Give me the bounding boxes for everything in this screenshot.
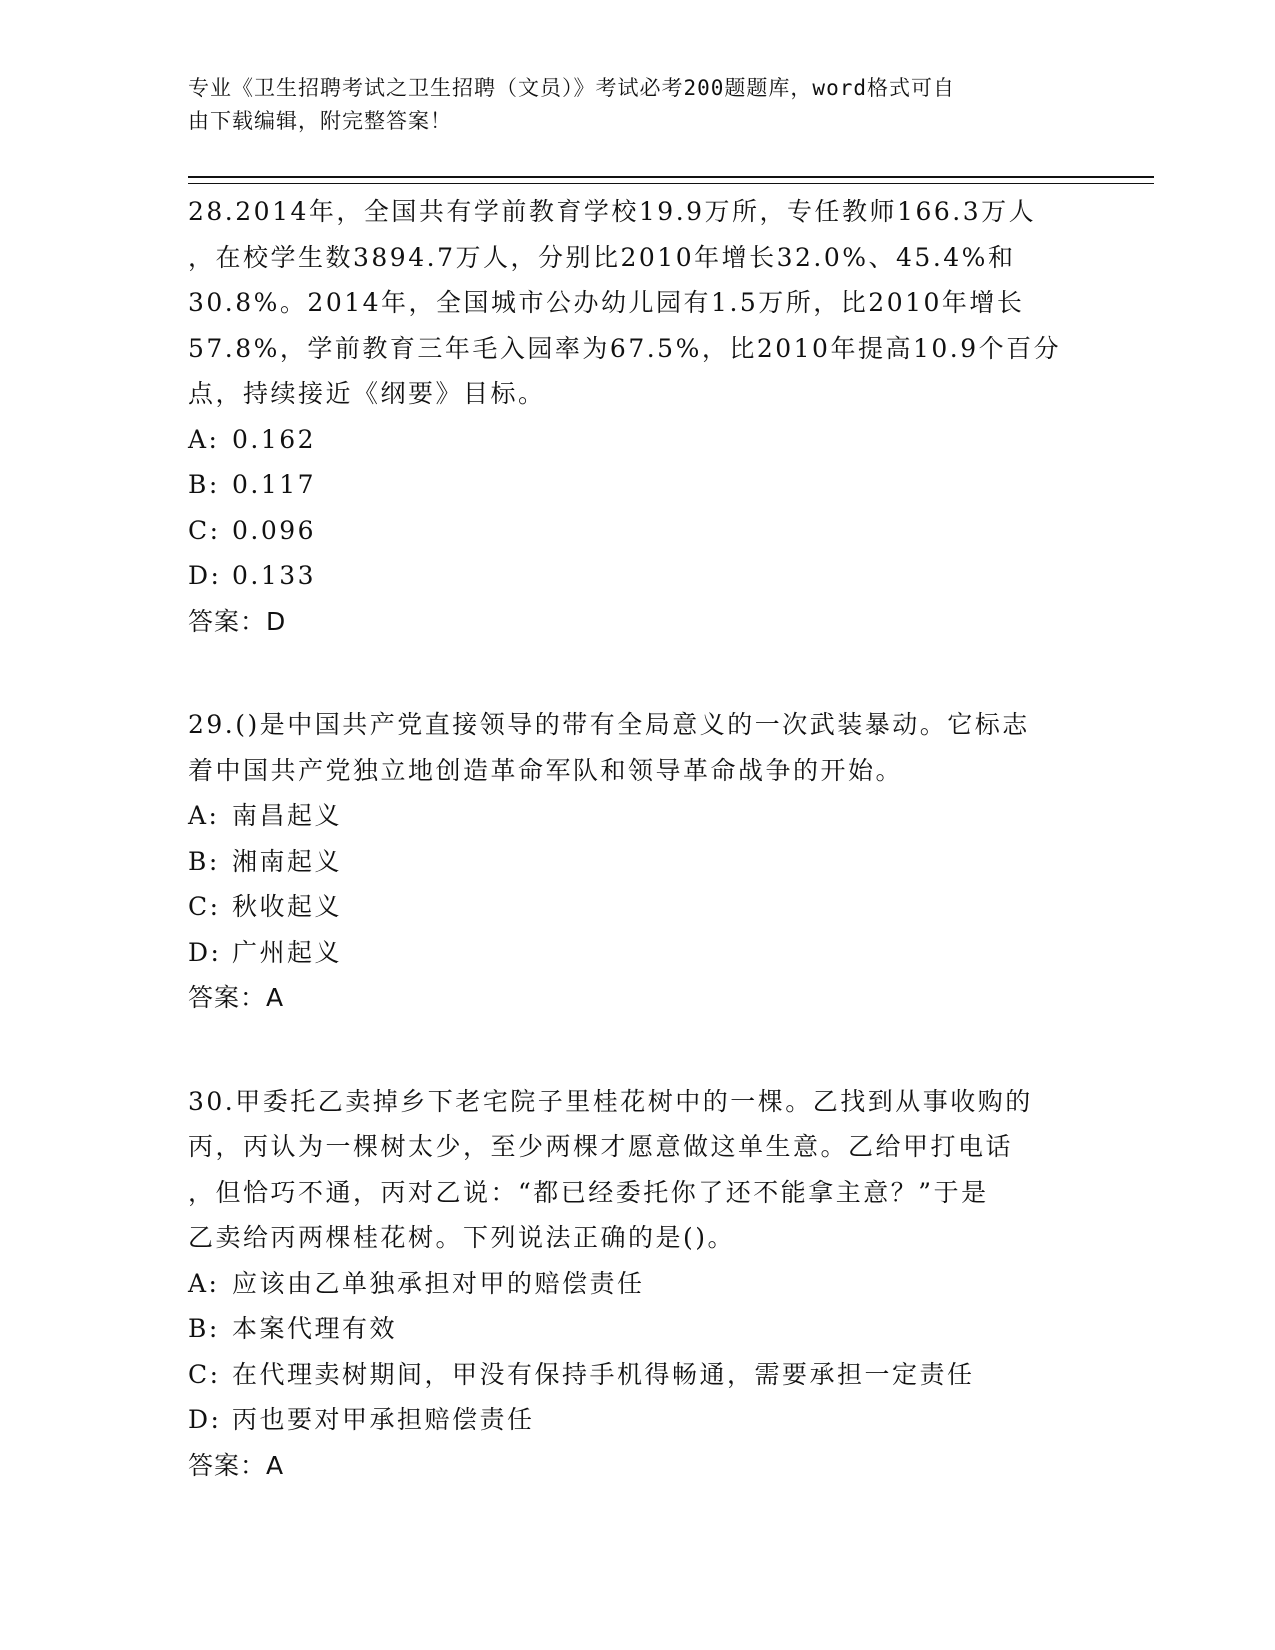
option-text: 应该由乙单独承担对甲的赔偿责任: [232, 1268, 645, 1298]
option-a: [188, 793, 1088, 839]
answer-label: 答案：D: [188, 606, 287, 636]
option-key: A:: [188, 801, 220, 830]
stem-line: 30.8%。2014年，全国城市公办幼儿园有1.5万所，比2010年增长: [188, 288, 1025, 317]
option-d: [188, 553, 1088, 599]
answer-label: 答案：A: [188, 1450, 285, 1480]
question-stem: [188, 189, 1088, 417]
option-a: [188, 417, 1088, 463]
option-b: [188, 462, 1088, 508]
option-key: B:: [188, 470, 220, 499]
question-list: [188, 189, 1088, 1546]
option-b: [188, 1306, 1088, 1352]
option-text: 湘南起义: [232, 846, 343, 876]
option-key: D:: [188, 561, 222, 590]
option-key: A:: [188, 424, 220, 454]
option-text: 0.162: [232, 424, 317, 454]
option-d: [188, 930, 1088, 976]
option-key: D:: [188, 1405, 222, 1434]
stem-line: ，但恰巧不通，丙对乙说：“都已经委托你了还不能拿主意？”于是: [188, 1177, 989, 1207]
stem-line: ，在校学生数3894.7万人，分别比2010年增长32.0%、45.4%和: [188, 242, 1016, 272]
option-key: C:: [188, 1359, 221, 1389]
option-text: 广州起义: [232, 937, 343, 967]
stem-line: 57.8%，学前教育三年毛入园率为67.5%，比2010年提高10.9个百分: [188, 333, 1062, 363]
question-29: [188, 702, 1088, 1021]
option-key: B:: [188, 846, 220, 876]
header-divider-thick: [188, 176, 1154, 178]
stem-line: 丙，丙认为一棵树太少，至少两棵才愿意做这单生意。乙给甲打电话: [188, 1132, 1014, 1161]
option-a: [188, 1261, 1088, 1307]
stem-line: 28.2014年，全国共有学前教育学校19.9万所，专任教师166.3万人: [188, 197, 1037, 226]
stem-line: 29.()是中国共产党直接领导的带有全局意义的一次武装暴动。它标志: [188, 710, 1030, 739]
document-header: [188, 72, 1068, 138]
option-text: 丙也要对甲承担赔偿责任: [232, 1405, 535, 1434]
option-key: C:: [188, 515, 221, 545]
option-key: C:: [188, 892, 221, 921]
question-stem: [188, 1079, 1088, 1261]
option-key: A:: [188, 1268, 220, 1298]
question-28: [188, 189, 1088, 644]
option-d: [188, 1397, 1088, 1443]
option-text: 秋收起义: [232, 892, 343, 921]
stem-line: 着中国共产党独立地创造革命军队和领导革命战争的开始。: [188, 755, 904, 785]
option-text: 0.133: [232, 561, 317, 590]
header-divider-thin: [188, 183, 1154, 184]
option-text: 0.096: [232, 515, 317, 545]
stem-line: 点，持续接近《纲要》目标。: [188, 379, 546, 408]
option-b: [188, 839, 1088, 885]
option-c: [188, 1352, 1088, 1398]
option-key: B:: [188, 1314, 220, 1343]
stem-line: 30.甲委托乙卖掉乡下老宅院子里桂花树中的一棵。乙找到从事收购的: [188, 1086, 1033, 1116]
header-line: 专业《卫生招聘考试之卫生招聘（文员）》考试必考200题题库，word格式可自: [188, 76, 955, 100]
question-30: [188, 1079, 1088, 1489]
question-stem: [188, 702, 1088, 793]
option-c: [188, 884, 1088, 930]
option-key: D:: [188, 937, 222, 967]
option-c: [188, 508, 1088, 554]
option-text: 0.117: [232, 470, 317, 499]
header-line: 由下载编辑，附完整答案！: [188, 109, 452, 133]
answer-label: 答案：A: [188, 983, 285, 1012]
option-text: 在代理卖树期间，甲没有保持手机得畅通，需要承担一定责任: [232, 1359, 975, 1389]
stem-line: 乙卖给丙两棵桂花树。下列说法正确的是()。: [188, 1223, 736, 1252]
option-text: 南昌起义: [232, 801, 343, 830]
option-text: 本案代理有效: [232, 1314, 398, 1343]
